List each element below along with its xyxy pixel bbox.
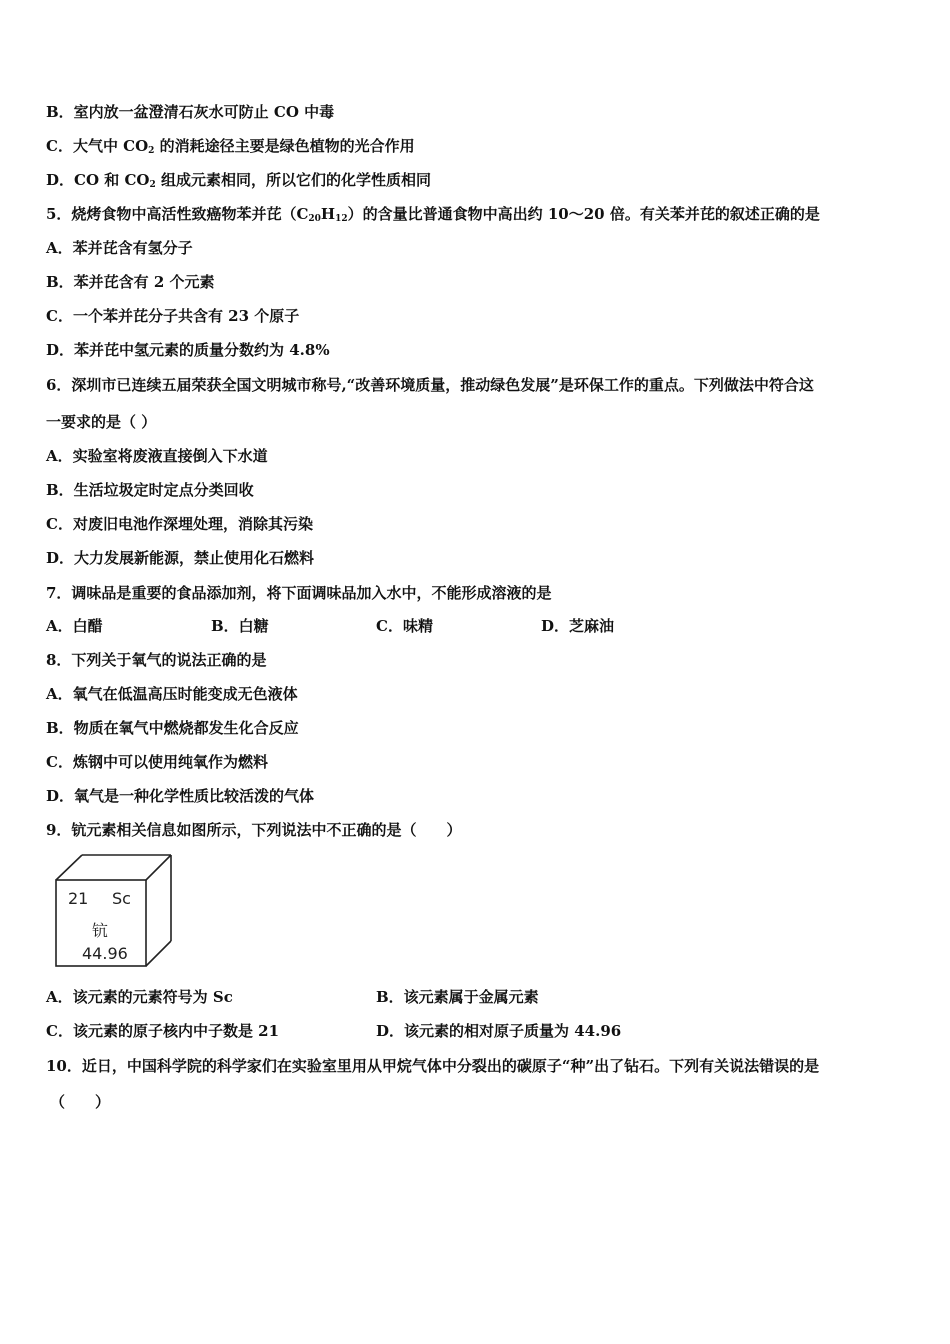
q6-option-b: B．生活垃圾定时定点分类回收 (46, 481, 254, 499)
q5-stem: 5．烧烤食物中高活性致癌物苯并芘$(C_{20}H_{12})$的含量比普通食物中高出约 10～20 倍。有关苯并芘的叙述正确的是 (46, 205, 820, 224)
q6-stem-line2: 一要求的是（ ） (46, 413, 157, 431)
q9-option-c: C．该元素的原子核内中子数是 21 (46, 1022, 280, 1040)
q4-option-b: B．室内放一盆澄清石灰水可防止 CO 中毒 (46, 103, 335, 121)
q6-stem-line1: 6．深圳市已连续五届荣获全国文明城市称号,“改善环境质量，推动绿色发展”是环保工作的重点。下列做法中符合这 (46, 376, 814, 394)
element-symbol: Sc (112, 889, 131, 908)
q8-option-b: B．物质在氧气中燃烧都发生化合反应 (46, 719, 299, 737)
q8-stem: 8．下列关于氧气的说法正确的是 (46, 651, 267, 669)
q4-option-c: C．大气中 $CO_2$ 的消耗途径主要是绿色植物的光合作用 (46, 137, 415, 156)
q9-option-d: D．该元素的相对原子质量为 44.96 (376, 1022, 622, 1040)
q9-option-b: B．该元素属于金属元素 (376, 988, 539, 1006)
element-name: 钪 (92, 921, 109, 940)
element-cell-figure (52, 852, 176, 970)
q9-option-a: A．该元素的元素符号为 Sc (46, 988, 233, 1006)
q10-paren: （ ） (50, 1093, 111, 1111)
q6-option-c: C．对废旧电池作深埋处理，消除其污染 (46, 515, 313, 533)
q5-option-b: B．苯并芘含有 2 个元素 (46, 273, 215, 291)
q6-option-d: D．大力发展新能源，禁止使用化石燃料 (46, 549, 315, 567)
element-atomic-mass: 44.96 (82, 944, 128, 963)
q4-option-d: D．CO 和 $CO_2$ 组成元素相同，所以它们的化学性质相同 (46, 171, 431, 190)
q8-option-d: D．氧气是一种化学性质比较活泼的气体 (46, 787, 315, 805)
q5-option-a: A．苯并芘含有氢分子 (46, 239, 193, 257)
q5-option-d: D．苯并芘中氢元素的质量分数约为 4.8% (46, 341, 330, 359)
q9-stem: 9．钪元素相关信息如图所示，下列说法中不正确的是（ ） (46, 821, 462, 839)
q7-stem: 7．调味品是重要的食品添加剂，将下面调味品加入水中，不能形成溶液的是 (46, 584, 552, 602)
element-atomic-number: 21 (68, 889, 89, 908)
q8-option-c: C．炼钢中可以使用纯氧作为燃料 (46, 753, 268, 771)
q7-option-b: B．白糖 (211, 617, 269, 635)
q7-option-a: A．白醋 (46, 617, 103, 635)
q7-option-c: C．味精 (376, 617, 433, 635)
q8-option-a: A．氧气在低温高压时能变成无色液体 (46, 685, 298, 703)
q6-option-a: A．实验室将废液直接倒入下水道 (46, 447, 268, 465)
q5-option-c: C．一个苯并芘分子共含有 23 个原子 (46, 307, 300, 325)
q7-option-d: D．芝麻油 (541, 617, 615, 635)
q10-stem: 10．近日，中国科学院的科学家们在实验室里用从甲烷气体中分裂出的碳原子“种”出了钻石。下列有关说法错误的是 (46, 1057, 820, 1075)
